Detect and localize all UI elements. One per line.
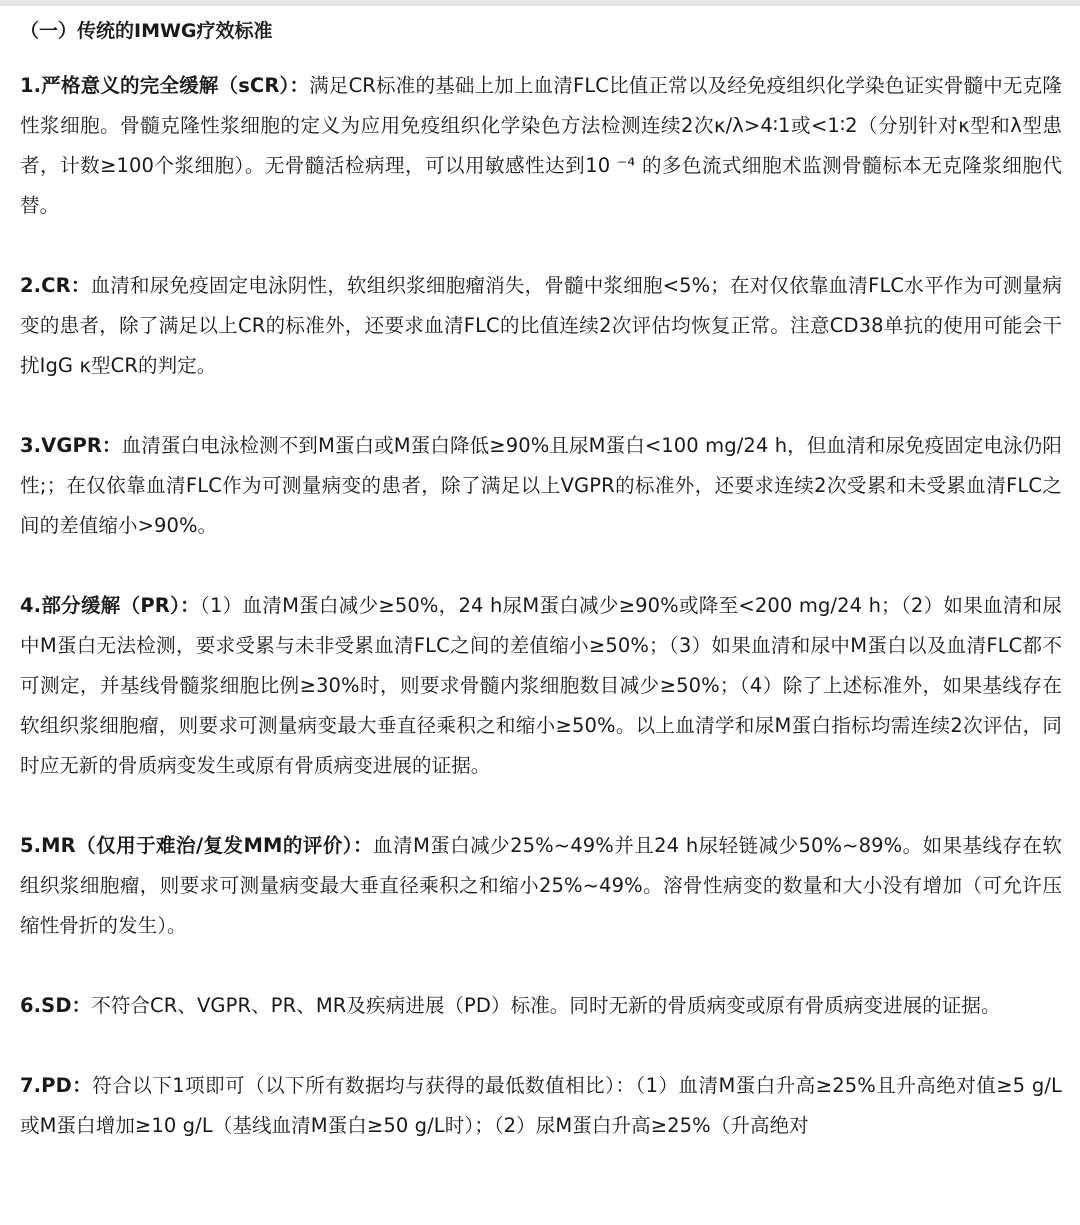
- criterion-text: 血清M蛋白减少25%~49%并且24 h尿轻链减少50%~89%。如果基线存在软组织浆细胞瘤，则要求可测量病变最大垂直径乘积之和缩小25%~49%。溶骨性病变的数量和大小没有增加（可允许压缩性骨折的发生）。: [20, 834, 1062, 937]
- criterion-label: 2.CR：: [20, 274, 91, 297]
- criterion-cr: [20, 266, 1062, 386]
- document-body: [20, 16, 1062, 1186]
- criterion-label: 6.SD：: [20, 994, 92, 1017]
- criterion-label: 4.部分缓解（PR）：: [20, 594, 200, 617]
- criterion-scr: [20, 66, 1062, 226]
- criterion-label: 7.PD：: [20, 1074, 93, 1097]
- criterion-sd: [20, 986, 1062, 1026]
- criterion-pr: [20, 586, 1062, 786]
- criterion-label: 5.MR（仅用于难治/复发MM的评价）：: [20, 834, 373, 857]
- criterion-vgpr: [20, 426, 1062, 546]
- criterion-text: 符合以下1项即可（以下所有数据均与获得的最低数值相比）：（1）血清M蛋白升高≥25%且升高绝对值≥5 g/L或M蛋白增加≥10 g/L（基线血清M蛋白≥50 g/L时）；（2）尿M蛋白升高≥25%（升高绝对: [20, 1074, 1062, 1137]
- criterion-text: （1）血清M蛋白减少≥50%，24 h尿M蛋白减少≥90%或降至<200 mg/24 h；（2）如果血清和尿中M蛋白无法检测，要求受累与未非受累血清FLC之间的差值缩小≥50%；（3）如果血清和尿中M蛋白以及血清FLC都不可测定，并基线骨髓浆细胞比例≥30%时，则要求骨髓内浆细胞数目减少≥50%；（4）除了上述标准外，如果基线存在软组织浆细胞瘤，则要求可测量病变最大垂直径乘积之和缩小≥50%。以上血清学和尿M蛋白指标均需连续2次评估，同时应无新的骨质病变发生或原有骨质病变进展的证据。: [20, 594, 1062, 777]
- criterion-text: 满足CR标准的基础上加上血清FLC比值正常以及经免疫组织化学染色证实骨髓中无克隆性浆细胞。骨髓克隆性浆细胞的定义为应用免疫组织化学染色方法检测连续2次κ/λ>4∶1或<1∶2（分别针对κ型和λ型患者，计数≥100个浆细胞）。无骨髓活检病理，可以用敏感性达到10 ⁻⁴ 的多色流式细胞术监测骨髓标本无克隆浆细胞代替。: [20, 74, 1062, 217]
- top-divider: [0, 0, 1080, 6]
- criterion-text: 血清蛋白电泳检测不到M蛋白或M蛋白降低≥90%且尿M蛋白<100 mg/24 h，但血清和尿免疫固定电泳仍阳性;；在仅依靠血清FLC作为可测量病变的患者，除了满足以上VGPR的标准外，还要求连续2次受累和未受累血清FLC之间的差值缩小>90%。: [20, 434, 1062, 537]
- criterion-text: 血清和尿免疫固定电泳阴性，软组织浆细胞瘤消失，骨髓中浆细胞<5%；在对仅依靠血清FLC水平作为可测量病变的患者，除了满足以上CR的标准外，还要求血清FLC的比值连续2次评估均恢复正常。注意CD38单抗的使用可能会干扰IgG κ型CR的判定。: [20, 274, 1062, 377]
- criterion-text: 不符合CR、VGPR、PR、MR及疾病进展（PD）标准。同时无新的骨质病变或原有骨质病变进展的证据。: [91, 994, 1001, 1017]
- criterion-label: 1.严格意义的完全缓解（sCR）：: [20, 74, 310, 97]
- criterion-mr: [20, 826, 1062, 946]
- criterion-label: 3.VGPR：: [20, 434, 122, 457]
- criterion-pd: [20, 1066, 1062, 1146]
- section-title: （一）传统的IMWG疗效标准: [20, 20, 273, 42]
